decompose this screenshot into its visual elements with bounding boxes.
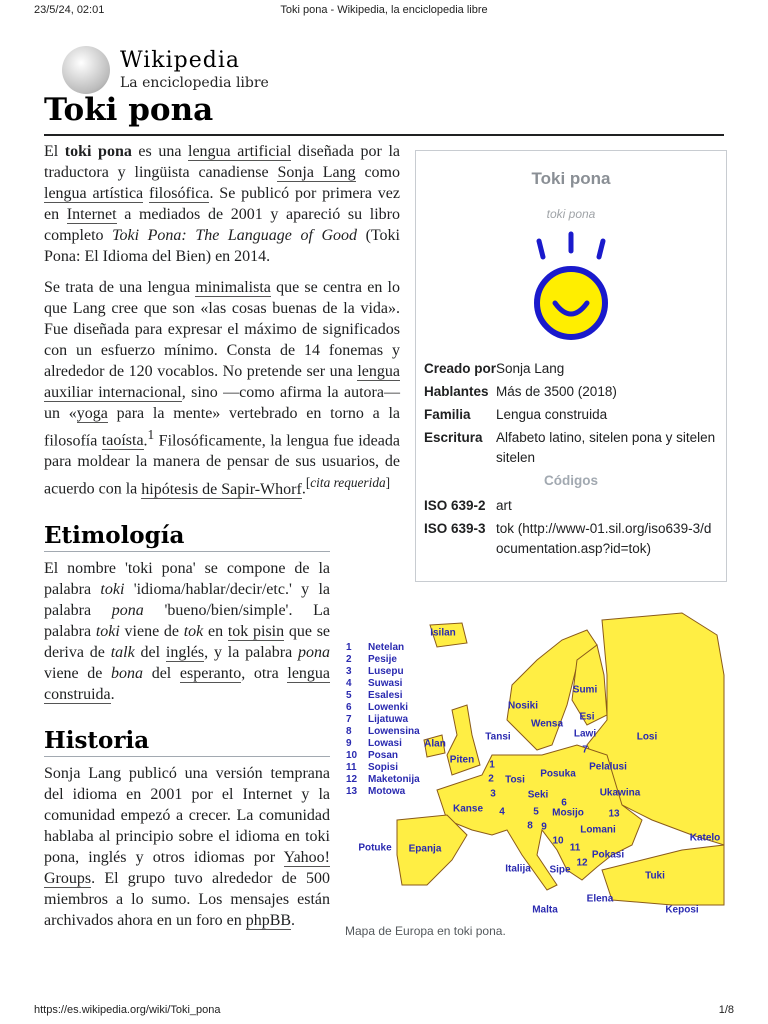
legend-item [346,738,420,750]
legend-item [346,714,420,726]
intro-paragraph: El toki pona es una lengua artificial diseñada por la traductora y lingüista canadiense Sonja Lang como lengua artística filosófica. Se publicó por primera vez en Internet a mediados de 2001 y apareció su libro completo Toki Pona: The Language of Good (Toki Pona: El Idioma del Bien) en 2014. [44,143,401,265]
map-label: Epanja [408,843,442,855]
legend-number: 8 [346,726,352,737]
link[interactable]: taoísta [101,432,144,450]
legend-number: 9 [346,738,352,749]
map-label: Lawi [573,728,597,740]
map-label: Elena [586,893,614,905]
infobox-key: Familia [424,407,471,422]
infobox-codes-header: Códigos [544,473,598,488]
link[interactable]: inglés [165,643,205,661]
link[interactable]: esperanto [179,664,242,682]
map-label: Keposi [665,904,699,916]
legend-name: Lusepu [368,666,404,677]
map-label: Italija [505,863,531,875]
link[interactable]: tok pisin [227,622,285,640]
map-label: 3 [490,788,496,800]
print-page-title: Toki pona - Wikipedia, la enciclopedia libre [280,4,488,16]
infobox-key: Creado por [424,361,497,376]
wikipedia-tagline: La enciclopedia libre [120,75,269,91]
legend-item [346,642,420,654]
legend-item [346,654,420,666]
map-label: 5 [533,806,539,818]
infobox-value[interactable]: Alfabeto latino, sitelen pona y sitelen sitelen [496,430,716,465]
map-label: Tosi [505,774,525,786]
infobox-value: Más de 3500 (2018) [496,384,617,399]
map-label: Losi [636,731,658,743]
legend-name: Pesije [368,654,397,665]
legend-number: 3 [346,666,352,677]
legend-item [346,678,420,690]
map-label: Seki [527,789,549,801]
map-label: Katelo [689,832,721,844]
infobox-code-row [424,496,718,516]
legend-item [346,762,420,774]
description-paragraph: Se trata de una lengua minimalista que se centra en lo que Lang cree que son «las cosas buenas de la vida». Fue diseñada para expresar el máximo de significados con un esfuerzo mínimo. Consta de 14 fonemas y alrededor de 120 vocablos. No pretende ser una lengua auxiliar internacional, sino —como afirma la autora— un «yoga para la mente» vertebrado en torno a la filosofía taoísta.$^1$ Filosóficamente, la lengua fue ideada para moldear la manera de pensar de sus usuarios, de acuerdo con la hipótesis de Sapir-Whorf.[cita requerida] [44,279,401,498]
link[interactable]: lengua auxiliar internacional [44,363,400,401]
legend-number: 2 [346,654,352,665]
infobox-value[interactable]: art [496,498,512,513]
legend-name: Posan [368,750,399,761]
legend-number: 1 [346,642,352,653]
map-label: 11 [569,842,581,854]
map-label: 4 [499,806,505,818]
link[interactable]: Yahoo! Groups [44,848,330,887]
infobox-row [424,359,718,379]
map-label: Tansi [485,731,511,743]
infobox-row [424,428,718,468]
map-label: Piten [449,754,475,766]
legend-name: Lowenki [368,702,409,713]
legend-number: 4 [346,678,352,689]
historia-paragraph: Sonja Lang publicó una versión temprana del idioma en 2001 por el Internet y la comunidad empezó a crecer. La comunidad hablaba al principio sobre el idioma en toki pona, inglés y otros idiomas por Yahoo! Groups. El grupo tuvo alrededor de 500 miembros a lo sumo. Los mensajes están archivados ahora en un foro en phpBB. [44,764,330,929]
map-label: Pokasi [591,849,625,861]
link[interactable]: hipótesis de Sapir-Whorf [141,480,302,498]
link[interactable]: lengua construida [44,664,331,703]
title-divider [44,134,724,136]
print-url: https://es.wikipedia.org/wiki/Toki_pona [34,1004,221,1016]
legend-item [346,774,420,786]
legend-number: 12 [346,774,358,785]
wikipedia-wordmark[interactable]: Wikipedia [120,48,240,73]
map-label: 1 [489,759,495,771]
map-label: Nosiki [507,700,539,712]
legend-number: 13 [346,786,358,797]
section-heading-etimologia: Etimología [44,522,330,552]
link[interactable]: phpBB [245,911,292,929]
map-label: 6 [561,797,567,809]
legend-number: 6 [346,702,352,713]
infobox-value[interactable]: Lengua construida [496,407,608,422]
legend-item [346,726,420,738]
legend-name: Suwasi [368,678,403,689]
legend-item [346,750,420,762]
legend-name: Maketonija [368,774,420,785]
wikipedia-globe-icon[interactable] [62,46,110,94]
map-label: Potuke [358,842,392,854]
map-label: Wensa [530,718,564,730]
infobox-table [424,359,718,562]
legend-name: Lijatuwa [368,714,409,725]
map-caption: Mapa de Europa en toki pona. [345,924,506,938]
infobox-code-row [424,519,718,559]
map-label: Posuka [540,768,576,780]
infobox-value: Sonja Lang [496,361,565,376]
link[interactable]: Sonja Lang [277,164,356,181]
legend-name: Sopisi [368,762,399,773]
map-label: 12 [576,857,588,869]
legend-name: Esalesi [368,690,403,701]
map-label: Sumi [572,684,598,696]
link[interactable]: yoga [76,405,108,422]
legend-name: Motowa [368,786,406,797]
legend-name: Lowasi [368,738,402,749]
link[interactable]: Internet [66,206,117,223]
legend-number: 7 [346,714,352,725]
map-label: 2 [488,773,494,785]
map-label: Kanse [452,803,484,815]
map-label: Esi [579,711,595,723]
map-label: 7 [582,744,588,756]
legend-item [346,666,420,678]
link[interactable]: lengua artificial [188,143,292,160]
europe-map[interactable] [342,605,725,918]
map-label: 10 [552,835,564,847]
link[interactable]: minimalista [195,279,271,296]
map-label: 8 [527,820,533,832]
infobox-key[interactable]: ISO 639-3 [424,521,486,536]
map-legend [346,642,420,798]
page-title: Toki pona [44,92,214,128]
link[interactable]: lengua artística [44,185,144,202]
legend-number: 5 [346,690,352,701]
legend-name: Lowensina [368,726,420,737]
legend-item [346,786,420,798]
infobox-row [424,405,718,425]
section-heading-historia: Historia [44,727,330,757]
map-label: Pelalusi [589,761,627,773]
toki-pona-smiley-logo[interactable] [521,229,621,341]
infobox-row [424,382,718,402]
infobox-key: Hablantes [424,384,489,399]
map-label: Lomani [580,824,616,836]
infobox-title: Toki pona [531,169,611,188]
legend-item [346,702,420,714]
infobox [415,150,727,582]
legend-number: 11 [346,762,357,773]
link[interactable]: filosófica [149,185,210,202]
legend-name: Netelan [368,642,405,653]
print-datetime: 23/5/24, 02:01 [34,4,105,16]
infobox-key: Escritura [424,430,483,445]
print-page-count: 1/8 [718,1004,734,1016]
map-label: Mosijo [552,807,584,819]
legend-number: 10 [346,750,358,761]
map-label: 13 [608,808,620,820]
map-label: Isilan [430,627,456,639]
infobox-value[interactable]: tok (http://www-01.sil.org/iso639-3/documentation.asp?id=tok) [496,521,712,556]
infobox-subtitle: toki pona [546,207,596,221]
infobox-key[interactable]: ISO 639-2 [424,498,486,513]
map-label: Alan [424,738,446,750]
map-label: 9 [541,821,547,833]
legend-item [346,690,420,702]
map-label: Malta [532,904,558,916]
map-label: Sipe [549,864,571,876]
map-label: Tuki [645,870,665,882]
etimologia-paragraph: El nombre 'toki pona' se compone de la palabra toki 'idioma/hablar/decir/etc.' y la palabra pona 'bueno/bien/simple'. La palabra toki viene de tok en tok pisin que se deriva de talk del inglés, y la palabra pona viene de bona del esperanto, otra lengua construida. [44,559,331,703]
map-label: Ukawina [599,787,641,799]
